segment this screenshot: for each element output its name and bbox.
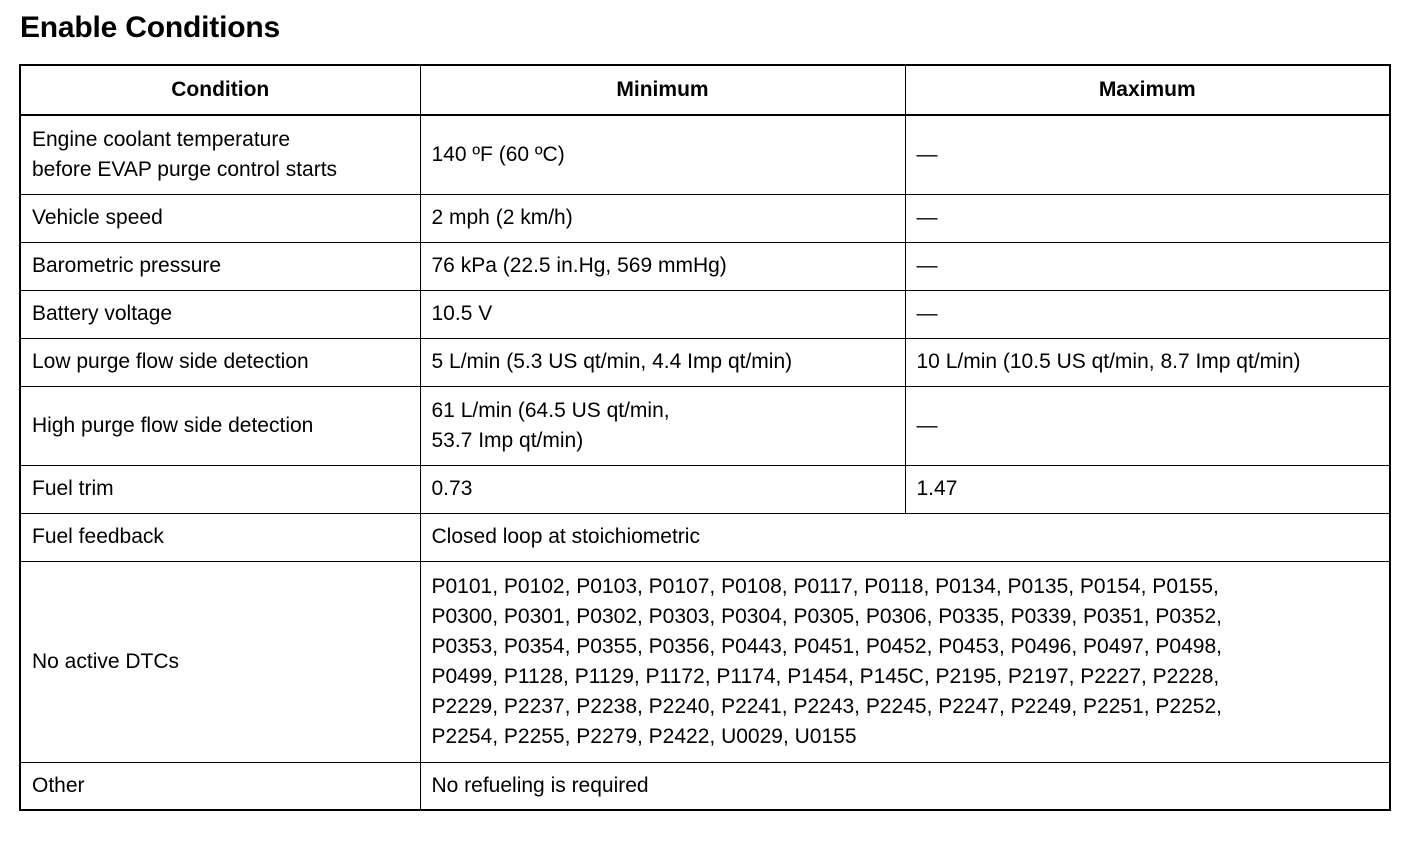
table-row <box>20 513 1390 561</box>
maximum-cell: 1.47 <box>905 465 1390 513</box>
header-condition: Condition <box>20 65 420 115</box>
maximum-cell: — <box>905 242 1390 290</box>
condition-cell: Vehicle speed <box>20 194 420 242</box>
minimum-cell: 0.73 <box>420 465 905 513</box>
minimum-cell <box>420 386 905 465</box>
condition-cell: Other <box>20 762 420 810</box>
table-row <box>20 290 1390 338</box>
table-row <box>20 115 1390 194</box>
value-cell: Closed loop at stoichiometric <box>420 513 1390 561</box>
minimum-cell: 140 ºF (60 ºC) <box>420 115 905 194</box>
dtc-line: P0101, P0102, P0103, P0107, P0108, P0117, P0118, P0134, P0135, P0154, P0155, <box>431 574 1219 598</box>
table-row <box>20 242 1390 290</box>
dtc-line: P2229, P2237, P2238, P2240, P2241, P2243, P2245, P2247, P2249, P2251, P2252, <box>431 694 1222 718</box>
condition-cell: Fuel feedback <box>20 513 420 561</box>
maximum-cell: 10 L/min (10.5 US qt/min, 8.7 Imp qt/min) <box>905 338 1390 386</box>
minimum-cell: 5 L/min (5.3 US qt/min, 4.4 Imp qt/min) <box>420 338 905 386</box>
dtc-line: P0499, P1128, P1129, P1172, P1174, P1454, P145C, P2195, P2197, P2227, P2228, <box>431 664 1220 688</box>
header-minimum: Minimum <box>420 65 905 115</box>
dtc-line: P2254, P2255, P2279, P2422, U0029, U0155 <box>431 724 857 748</box>
minimum-cell: 10.5 V <box>420 290 905 338</box>
table-row <box>20 561 1390 762</box>
dtc-line: P0300, P0301, P0302, P0303, P0304, P0305, P0306, P0335, P0339, P0351, P0352, <box>431 604 1222 628</box>
condition-cell: Battery voltage <box>20 290 420 338</box>
table-row <box>20 194 1390 242</box>
value-cell: No refueling is required <box>420 762 1390 810</box>
maximum-cell: — <box>905 194 1390 242</box>
maximum-cell: — <box>905 290 1390 338</box>
condition-line: before EVAP purge control starts <box>32 157 338 181</box>
dtc-list-cell <box>420 561 1390 762</box>
table-row <box>20 386 1390 465</box>
condition-cell: Low purge flow side detection <box>20 338 420 386</box>
table-row <box>20 465 1390 513</box>
minimum-line: 61 L/min (64.5 US qt/min, <box>431 398 670 422</box>
table-header-row <box>20 65 1390 115</box>
maximum-cell: — <box>905 386 1390 465</box>
condition-cell: Barometric pressure <box>20 242 420 290</box>
condition-cell: No active DTCs <box>20 561 420 762</box>
condition-line: Engine coolant temperature <box>32 127 290 151</box>
minimum-cell: 76 kPa (22.5 in.Hg, 569 mmHg) <box>420 242 905 290</box>
minimum-line: 53.7 Imp qt/min) <box>431 428 584 452</box>
table-row <box>20 762 1390 810</box>
condition-cell <box>20 115 420 194</box>
maximum-cell: — <box>905 115 1390 194</box>
condition-cell: Fuel trim <box>20 465 420 513</box>
header-maximum: Maximum <box>905 65 1390 115</box>
dtc-line: P0353, P0354, P0355, P0356, P0443, P0451, P0452, P0453, P0496, P0497, P0498, <box>431 634 1222 658</box>
page-title: Enable Conditions <box>20 11 280 44</box>
condition-cell: High purge flow side detection <box>20 386 420 465</box>
minimum-cell: 2 mph (2 km/h) <box>420 194 905 242</box>
table-row <box>20 338 1390 386</box>
enable-conditions-table <box>19 64 1391 811</box>
